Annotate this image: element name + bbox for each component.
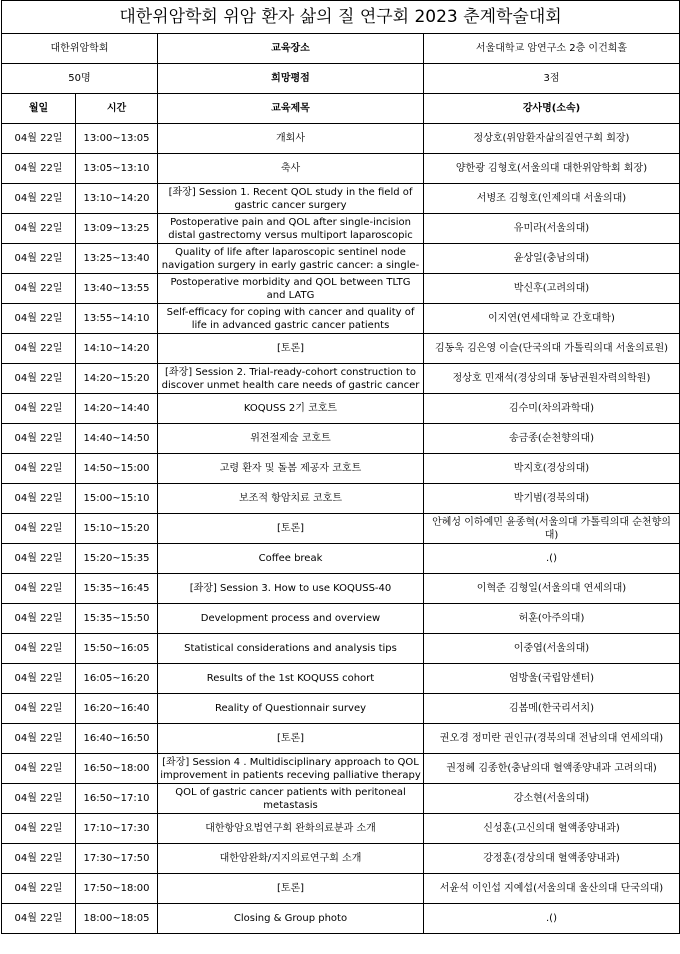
cell-date-text: 04월 22일 [14,913,63,924]
cell-time-text: 18:00~18:05 [83,913,150,924]
cell-date-text: 04월 22일 [14,583,63,594]
meta-row-venue [2,34,680,64]
cell-time-text: 15:35~16:45 [83,583,150,594]
cell-speaker [424,454,680,484]
table-row [2,874,680,904]
cell-speaker-text: 서병조 김형호(인제의대 서울의대) [476,193,627,204]
column-header-row [2,94,680,124]
cell-speaker-text: 엄방울(국립암센터) [508,673,595,684]
cell-topic-text: [토론] [276,883,305,894]
cell-time [76,484,158,514]
cell-topic-text: [토론] [276,343,305,354]
cell-time-text: 14:20~15:20 [83,373,150,384]
cell-topic [158,874,424,904]
cell-date [2,814,76,844]
cell-topic [158,784,424,814]
column-header-date: 월일 [2,94,76,124]
table-row [2,694,680,724]
cell-topic-text: 대한암완화/지지의료연구회 소개 [219,853,362,864]
cell-date [2,394,76,424]
cell-date [2,724,76,754]
cell-topic-text: 축사 [280,163,301,174]
cell-speaker [424,664,680,694]
cell-speaker [424,754,680,784]
cell-topic-text: Quality of life after laparoscopic sentinel node navigation surgery in early gastric cancer: a single- [161,246,420,271]
table-row [2,184,680,214]
cell-speaker-text: 정상호(위암환자삶의질연구회 회장) [473,133,630,144]
cell-time-text: 13:00~13:05 [83,133,150,144]
cell-date [2,754,76,784]
cell-speaker-text: 박신후(고려의대) [513,283,590,294]
cell-time [76,454,158,484]
cell-time-text: 15:35~15:50 [83,613,150,624]
cell-speaker [424,904,680,934]
cell-date-text: 04월 22일 [14,523,63,534]
cell-speaker-text: 안혜성 이하예민 윤종혁(서울의대 가톨릭의대 순천향의대) [432,516,671,541]
cell-date [2,784,76,814]
cell-topic [158,574,424,604]
meta-row-points [2,64,680,94]
table-row [2,304,680,334]
cell-time [76,334,158,364]
cell-topic [158,904,424,934]
cell-date-text: 04월 22일 [14,193,63,204]
table-row [2,664,680,694]
cell-time [76,784,158,814]
cell-date-text: 04월 22일 [14,433,63,444]
cell-time [76,184,158,214]
cell-topic-text: Reality of Questionnair survey [214,703,367,714]
cell-speaker-text: 허훈(아주의대) [518,613,585,624]
cell-date [2,244,76,274]
cell-topic-text: [토론] [276,523,305,534]
cell-topic [158,244,424,274]
cell-speaker-text: .() [546,913,557,924]
cell-date [2,664,76,694]
cell-topic-text: Self-efficacy for coping with cancer and quality of life in advanced gastric cancer patients [166,306,415,331]
cell-topic-text: Closing & Group photo [233,913,348,924]
cell-topic [158,124,424,154]
table-row [2,124,680,154]
cell-date [2,574,76,604]
cell-topic [158,634,424,664]
cell-speaker-text: 박지호(경상의대) [513,463,590,474]
capacity-value: 50명 [2,64,158,94]
cell-speaker-text: 유미라(서울의대) [513,223,590,234]
cell-time [76,874,158,904]
table-row [2,484,680,514]
cell-topic [158,334,424,364]
cell-date-text: 04월 22일 [14,823,63,834]
page-title: 대한위암학회 위암 환자 삶의 질 연구회 2023 춘계학술대회 [2,1,680,34]
cell-time-text: 16:50~17:10 [83,793,150,804]
cell-speaker [424,814,680,844]
cell-topic-text: 대한항암요법연구회 완화의료분과 소개 [205,823,376,834]
cell-time-text: 16:50~18:00 [83,763,150,774]
cell-date-text: 04월 22일 [14,463,63,474]
table-row [2,214,680,244]
cell-time-text: 15:50~16:05 [83,643,150,654]
table-row [2,364,680,394]
cell-date [2,334,76,364]
cell-time [76,574,158,604]
cell-date-text: 04월 22일 [14,553,63,564]
cell-topic [158,154,424,184]
cell-speaker-text: 김수미(차의과학대) [508,403,595,414]
cell-speaker-text: 송금종(순천향의대) [508,433,595,444]
cell-speaker [424,874,680,904]
cell-topic [158,454,424,484]
cell-topic [158,754,424,784]
cell-time [76,424,158,454]
cell-time [76,364,158,394]
cell-topic-text: 보조적 항암치료 코호트 [239,493,342,504]
cell-speaker [424,274,680,304]
cell-topic [158,304,424,334]
cell-topic-text: Coffee break [258,553,323,564]
cell-speaker-text: 강정훈(경상의대 혈액종양내과) [483,853,620,864]
venue-label: 교육장소 [158,34,424,64]
cell-date-text: 04월 22일 [14,343,63,354]
cell-speaker [424,184,680,214]
cell-time [76,604,158,634]
cell-speaker-text: .() [546,553,557,564]
column-header-topic: 교육제목 [158,94,424,124]
cell-date-text: 04월 22일 [14,133,63,144]
table-row [2,604,680,634]
table-row [2,154,680,184]
cell-speaker [424,844,680,874]
table-row [2,394,680,424]
cell-date-text: 04월 22일 [14,733,63,744]
cell-time-text: 17:10~17:30 [83,823,150,834]
cell-speaker [424,424,680,454]
cell-time [76,304,158,334]
cell-time [76,214,158,244]
column-header-speaker: 강사명(소속) [424,94,680,124]
cell-time-text: 14:40~14:50 [83,433,150,444]
cell-time-text: 13:40~13:55 [83,283,150,294]
cell-topic-text: 위전절제술 코호트 [250,433,331,444]
cell-topic-text: 고령 환자 및 돌봄 제공자 코호트 [219,463,362,474]
cell-date-text: 04월 22일 [14,793,63,804]
cell-time [76,544,158,574]
cell-topic-text: Development process and overview [200,613,381,624]
cell-date [2,454,76,484]
table-row [2,814,680,844]
cell-date-text: 04월 22일 [14,403,63,414]
cell-topic-text: Results of the 1st KOQUSS cohort [206,673,375,684]
cell-time-text: 17:30~17:50 [83,853,150,864]
cell-speaker-text: 박기범(경북의대) [513,493,590,504]
cell-topic-text: [좌장] Session 1. Recent QOL study in the field of gastric cancer surgery [168,186,413,211]
points-label: 희망평점 [158,64,424,94]
cell-topic-text: [좌장] Session 4 . Multidisciplinary approach to QOL improvement in patients receving palliative therapy [160,756,421,781]
cell-time [76,274,158,304]
cell-time-text: 13:55~14:10 [83,313,150,324]
cell-time [76,634,158,664]
cell-speaker [424,634,680,664]
cell-time [76,394,158,424]
cell-speaker-text: 권정혜 김종한(충남의대 혈액종양내과 고려의대) [446,763,657,774]
cell-topic [158,814,424,844]
cell-date [2,904,76,934]
cell-speaker [424,394,680,424]
cell-time [76,724,158,754]
cell-date [2,154,76,184]
cell-date [2,424,76,454]
cell-time-text: 16:20~16:40 [83,703,150,714]
cell-speaker [424,574,680,604]
cell-speaker-text: 신성훈(고신의대 혈액종양내과) [483,823,620,834]
cell-topic [158,424,424,454]
venue-value: 서울대학교 암연구소 2층 이건희홀 [424,34,680,64]
cell-speaker-text: 이혁준 김형일(서울의대 연세의대) [476,583,627,594]
cell-speaker [424,364,680,394]
cell-time [76,754,158,784]
cell-speaker [424,244,680,274]
cell-date [2,274,76,304]
cell-speaker [424,724,680,754]
cell-time [76,664,158,694]
table-row [2,454,680,484]
cell-topic [158,274,424,304]
cell-topic-text: Postoperative morbidity and QOL between TLTG and LATG [170,276,411,301]
table-row [2,754,680,784]
cell-time-text: 17:50~18:00 [83,883,150,894]
cell-time [76,904,158,934]
cell-topic-text: [좌장] Session 3. How to use KOQUSS-40 [189,583,392,594]
program-table [1,0,680,934]
cell-time [76,694,158,724]
cell-topic-text: [좌장] Session 2. Trial-ready-cohort construction to discover unmet health care needs of gastric cancer [161,366,420,391]
cell-date-text: 04월 22일 [14,163,63,174]
cell-date [2,604,76,634]
table-row [2,244,680,274]
schedule-body [2,124,680,934]
cell-date-text: 04월 22일 [14,253,63,264]
cell-speaker-text: 강소현(서울의대) [513,793,590,804]
cell-speaker-text: 권오경 정미란 권인규(경북의대 전남의대 연세의대) [439,733,664,744]
cell-speaker-text: 서윤석 이인섭 지예섭(서울의대 울산의대 단국의대) [439,883,664,894]
cell-time-text: 14:50~15:00 [83,463,150,474]
cell-date-text: 04월 22일 [14,763,63,774]
cell-date-text: 04월 22일 [14,613,63,624]
cell-time [76,514,158,544]
cell-date-text: 04월 22일 [14,373,63,384]
organizer-value: 대한위암학회 [2,34,158,64]
cell-date [2,844,76,874]
cell-topic-text: 개회사 [276,133,305,144]
cell-time [76,814,158,844]
points-value: 3점 [424,64,680,94]
table-row [2,424,680,454]
cell-time-text: 14:10~14:20 [83,343,150,354]
cell-time [76,844,158,874]
cell-date-text: 04월 22일 [14,853,63,864]
cell-topic-text: QOL of gastric cancer patients with peritoneal metastasis [175,786,406,811]
cell-date-text: 04월 22일 [14,283,63,294]
cell-speaker-text: 김동욱 김은영 이슬(단국의대 가톨릭의대 서울의료원) [434,343,669,354]
cell-date [2,514,76,544]
cell-speaker-text: 정상호 민재석(경상의대 동남권원자력의학원) [452,373,651,384]
cell-speaker [424,304,680,334]
column-header-time: 시간 [76,94,158,124]
cell-time-text: 16:40~16:50 [83,733,150,744]
cell-date-text: 04월 22일 [14,883,63,894]
cell-time-text: 13:25~13:40 [83,253,150,264]
cell-time-text: 16:05~16:20 [83,673,150,684]
cell-date-text: 04월 22일 [14,673,63,684]
cell-speaker [424,154,680,184]
cell-topic-text: KOQUSS 2기 코호트 [243,403,338,414]
cell-date [2,634,76,664]
cell-speaker [424,604,680,634]
cell-time-text: 14:20~14:40 [83,403,150,414]
cell-topic [158,364,424,394]
cell-date [2,364,76,394]
cell-speaker [424,544,680,574]
cell-topic [158,604,424,634]
table-row [2,904,680,934]
table-row [2,544,680,574]
cell-date-text: 04월 22일 [14,703,63,714]
cell-time-text: 15:10~15:20 [83,523,150,534]
cell-topic [158,484,424,514]
cell-topic [158,694,424,724]
cell-speaker [424,514,680,544]
cell-time-text: 13:09~13:25 [83,223,150,234]
table-row [2,844,680,874]
cell-speaker [424,694,680,724]
cell-date [2,694,76,724]
cell-date-text: 04월 22일 [14,223,63,234]
cell-topic-text: Statistical considerations and analysis tips [184,643,397,654]
cell-topic [158,394,424,424]
table-row [2,574,680,604]
cell-date [2,484,76,514]
cell-speaker [424,484,680,514]
cell-time-text: 13:10~14:20 [83,193,150,204]
cell-date-text: 04월 22일 [14,493,63,504]
cell-speaker-text: 이지연(연세대학교 간호대학) [488,313,615,324]
cell-time-text: 15:00~15:10 [83,493,150,504]
cell-date [2,214,76,244]
cell-topic-text: [토론] [276,733,305,744]
cell-time [76,124,158,154]
cell-speaker-text: 윤상일(충남의대) [513,253,590,264]
cell-date-text: 04월 22일 [14,313,63,324]
cell-speaker-text: 양한광 김형호(서울의대 대한위암학회 회장) [455,163,648,174]
table-row [2,724,680,754]
cell-time-text: 13:05~13:10 [83,163,150,174]
cell-topic [158,544,424,574]
cell-date [2,184,76,214]
cell-topic [158,514,424,544]
cell-speaker [424,124,680,154]
cell-topic [158,184,424,214]
cell-speaker [424,334,680,364]
cell-date-text: 04월 22일 [14,643,63,654]
cell-speaker [424,214,680,244]
cell-topic [158,664,424,694]
cell-date [2,544,76,574]
table-row [2,784,680,814]
table-row [2,274,680,304]
table-row [2,334,680,364]
cell-date [2,124,76,154]
cell-time-text: 15:20~15:35 [83,553,150,564]
table-row [2,514,680,544]
cell-time [76,244,158,274]
cell-date [2,874,76,904]
cell-topic [158,214,424,244]
cell-topic [158,844,424,874]
cell-topic-text: Postoperative pain and QOL after single-incision distal gastrectomy versus multiport laparoscopic [168,216,413,241]
cell-date [2,304,76,334]
cell-speaker-text: 김봄메(한국리서치) [508,703,595,714]
cell-speaker [424,784,680,814]
table-row [2,634,680,664]
cell-speaker-text: 이중엽(서울의대) [513,643,590,654]
cell-topic [158,724,424,754]
cell-time [76,154,158,184]
